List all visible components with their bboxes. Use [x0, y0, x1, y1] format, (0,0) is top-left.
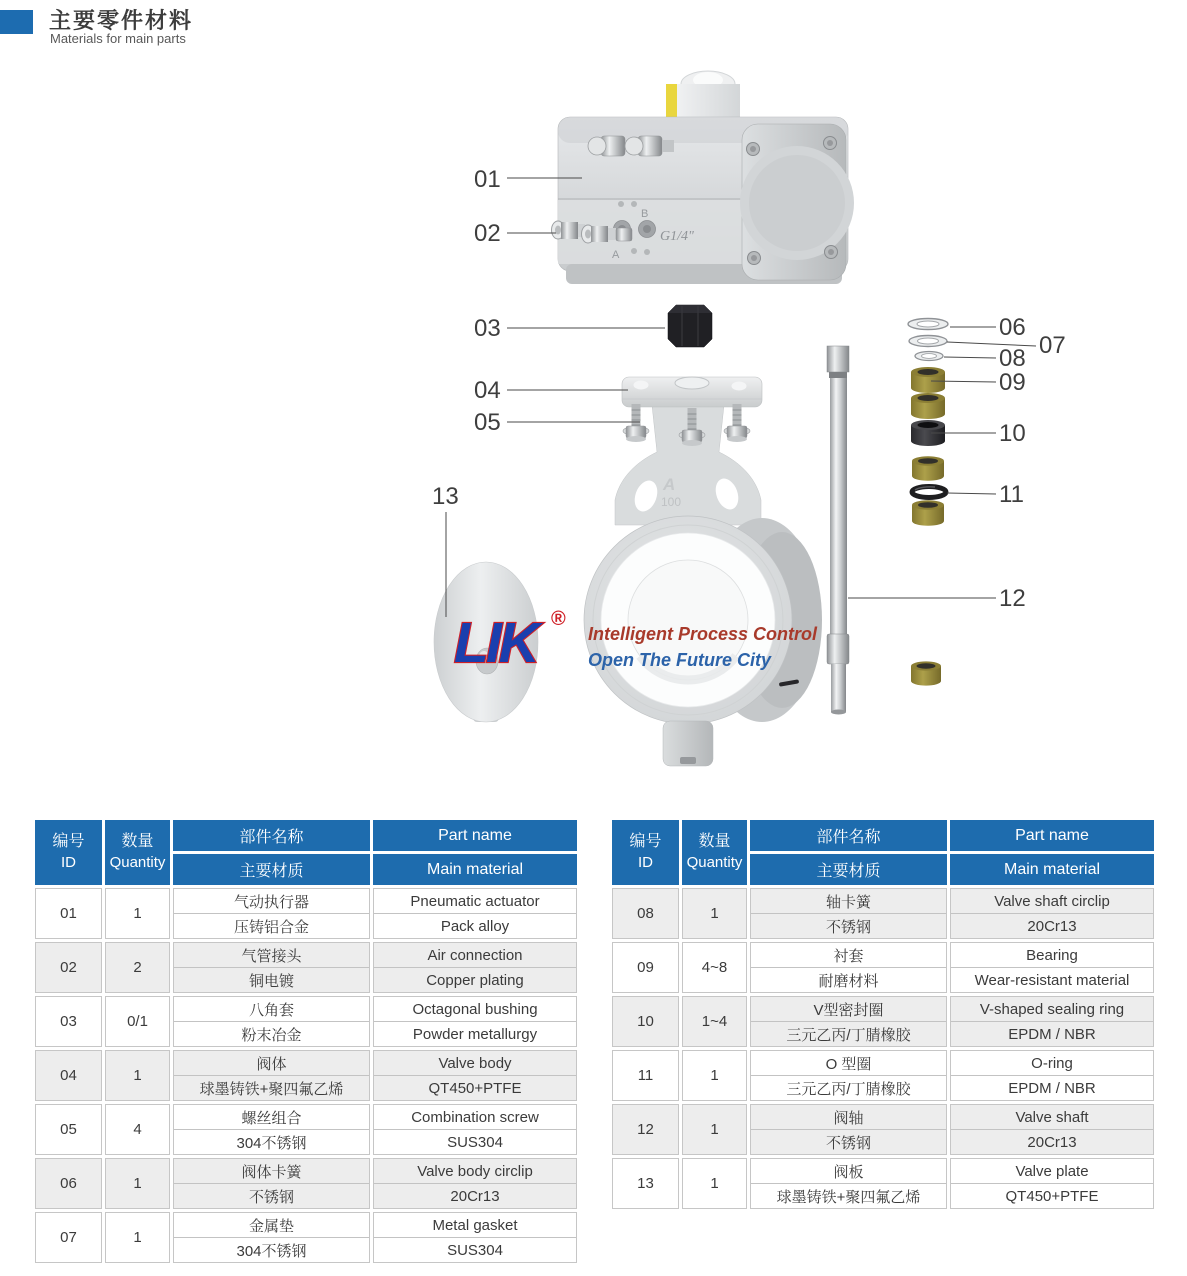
- part-name-en: Metal gasket: [374, 1213, 576, 1238]
- exploded-diagram: [410, 55, 1100, 795]
- part-name-en: Valve body circlip: [374, 1159, 576, 1184]
- top-fittings: [588, 136, 674, 156]
- table-row: [612, 1050, 1154, 1101]
- callout-05: 05: [474, 409, 501, 436]
- part-quantity: 4: [105, 1104, 170, 1155]
- accent-square: [0, 10, 33, 34]
- part-name-en: Pneumatic actuator: [374, 889, 576, 914]
- part-name-cn: 阀体: [174, 1051, 369, 1076]
- part-material-en: EPDM / NBR: [1008, 1079, 1096, 1097]
- bearing-bushing: [911, 393, 945, 419]
- part-quantity: 1: [105, 1212, 170, 1263]
- part-name-en: V-shaped sealing ring: [951, 997, 1153, 1022]
- table-row: [35, 1212, 577, 1263]
- part-quantity: 1: [682, 1158, 747, 1209]
- part-name-en: Valve body: [374, 1051, 576, 1076]
- part-id: 04: [35, 1050, 102, 1101]
- valve-shaft: [827, 346, 849, 715]
- header-quantity: 数量 Quantity: [682, 820, 747, 885]
- part-name-cn-cell: [173, 1158, 370, 1209]
- logo-wordmark: LIK: [454, 611, 537, 675]
- table-body-left: [35, 888, 577, 1263]
- part-material-cn: 不锈钢: [825, 1134, 871, 1152]
- part-name-cn-cell: [173, 996, 370, 1047]
- part-material-cn: 304不锈钢: [236, 1242, 307, 1260]
- part-material-en: SUS304: [447, 1241, 503, 1259]
- part-id: 10: [612, 996, 679, 1047]
- table-row: [612, 996, 1154, 1047]
- part-name-en-cell: [950, 1104, 1154, 1155]
- part-material-en: 20Cr13: [450, 1187, 500, 1205]
- part-material-cn: 球墨铸铁+聚四氟乙烯: [199, 1080, 344, 1098]
- table-row: [612, 888, 1154, 939]
- part-quantity: 4~8: [682, 942, 747, 993]
- port-a-label: A: [612, 249, 620, 261]
- materials-table-right: [612, 820, 1154, 1209]
- part-material-en: Wear-resistant material: [974, 971, 1130, 989]
- part-name-cn: 金属垫: [174, 1213, 369, 1238]
- part-name-en-cell: [950, 996, 1154, 1047]
- part-material-cn: 三元乙丙/丁腈橡胶: [786, 1026, 911, 1044]
- part-quantity: 1~4: [682, 996, 747, 1047]
- part-name-cn-cell: [173, 942, 370, 993]
- part-name-en-cell: [950, 888, 1154, 939]
- registered-mark: ®: [551, 608, 566, 630]
- part-id: 12: [612, 1104, 679, 1155]
- cast-logo-glyph: A: [663, 475, 676, 494]
- position-indicator-stripe: [666, 84, 677, 122]
- part-id: 11: [612, 1050, 679, 1101]
- part-name-en-cell: [373, 888, 577, 939]
- bearing-bushing: [912, 500, 944, 526]
- part-id: 05: [35, 1104, 102, 1155]
- header-part-name-cn: 部件名称 主要材质: [173, 820, 370, 885]
- header-part-name-cn: 部件名称 主要材质: [750, 820, 947, 885]
- table-row: [612, 942, 1154, 993]
- part-id: 13: [612, 1158, 679, 1209]
- part-name-cn-cell: [750, 942, 947, 993]
- callout-11: 11: [999, 481, 1024, 508]
- part-name-cn-cell: [750, 1158, 947, 1209]
- header-id: 编号 ID: [35, 820, 102, 885]
- part-quantity: 1: [105, 888, 170, 939]
- page-title: 主要零件材料: [49, 8, 194, 33]
- part-name-en-cell: [373, 1212, 577, 1263]
- table-row: [35, 1050, 577, 1101]
- table-header: [35, 820, 577, 885]
- callout-08: 08: [999, 345, 1026, 372]
- part-name-en: Bearing: [951, 943, 1153, 968]
- part-material-en: 20Cr13: [1027, 1133, 1077, 1151]
- part-quantity: 1: [105, 1158, 170, 1209]
- table-header: [612, 820, 1154, 885]
- part-id: 01: [35, 888, 102, 939]
- callout-06: 06: [999, 314, 1026, 341]
- part-name-cn: 阀板: [751, 1159, 946, 1184]
- part-name-en: Valve shaft: [951, 1105, 1153, 1130]
- table-row: [35, 942, 577, 993]
- bearing-bushing: [912, 456, 944, 481]
- part-name-cn-cell: [173, 1212, 370, 1263]
- part-name-en: Valve plate: [951, 1159, 1153, 1184]
- part-name-en-cell: [373, 996, 577, 1047]
- part-quantity: 1: [682, 1050, 747, 1101]
- part-material-cn: 铜电镀: [248, 972, 294, 990]
- header-id: 编号 ID: [612, 820, 679, 885]
- callout-04: 04: [474, 377, 501, 404]
- cast-size-label: 100: [661, 495, 682, 509]
- part-material-cn: 球墨铸铁+聚四氟乙烯: [776, 1188, 921, 1206]
- circlip-06: [908, 319, 948, 330]
- part-material-cn: 三元乙丙/丁腈橡胶: [786, 1080, 911, 1098]
- pneumatic-actuator: [552, 71, 855, 284]
- callout-09: 09: [999, 369, 1026, 396]
- materials-table-left: [35, 820, 577, 1263]
- table-row: [35, 1104, 577, 1155]
- o-ring: [912, 487, 946, 498]
- part-material-en: QT450+PTFE: [428, 1079, 522, 1097]
- part-name-cn: 阀体卡簧: [174, 1159, 369, 1184]
- part-name-cn-cell: [173, 1104, 370, 1155]
- part-name-cn-cell: [173, 888, 370, 939]
- table-row: [35, 1158, 577, 1209]
- valve-body: [584, 377, 822, 766]
- callout-02: 02: [474, 220, 501, 247]
- part-material-cn: 不锈钢: [248, 1188, 294, 1206]
- part-material-cn: 不锈钢: [825, 918, 871, 936]
- part-id: 08: [612, 888, 679, 939]
- part-id: 07: [35, 1212, 102, 1263]
- part-name-en: Valve shaft circlip: [951, 889, 1153, 914]
- part-name-en-cell: [950, 1158, 1154, 1209]
- port-b-label: B: [641, 208, 649, 220]
- part-name-cn: 轴卡簧: [751, 889, 946, 914]
- part-id: 09: [612, 942, 679, 993]
- part-material-en: Pack alloy: [440, 917, 510, 935]
- part-name-cn-cell: [750, 1050, 947, 1101]
- part-material-cn: 压铸铝合金: [233, 918, 309, 936]
- part-material-en: SUS304: [447, 1133, 503, 1151]
- part-name-en: Combination screw: [374, 1105, 576, 1130]
- part-quantity: 1: [105, 1050, 170, 1101]
- part-id: 06: [35, 1158, 102, 1209]
- callout-07: 07: [1039, 332, 1066, 359]
- circlip-08: [915, 352, 943, 361]
- part-name-en-cell: [950, 942, 1154, 993]
- part-id: 03: [35, 996, 102, 1047]
- header-quantity: 数量 Quantity: [105, 820, 170, 885]
- table-row: [35, 996, 577, 1047]
- logo-slogan-2: Open The Future City: [588, 650, 772, 670]
- part-name-en-cell: [373, 1158, 577, 1209]
- part-name-en-cell: [950, 1050, 1154, 1101]
- callout-12: 12: [999, 585, 1026, 612]
- part-quantity: 1: [682, 1104, 747, 1155]
- bearing-bushing: [911, 367, 945, 393]
- part-name-cn: 衬套: [751, 943, 946, 968]
- header-part-name-en: Part name Main material: [950, 820, 1154, 885]
- logo-slogan-1: Intelligent Process Control: [588, 624, 818, 644]
- circlip-07: [909, 336, 947, 347]
- part-name-cn: 气管接头: [174, 943, 369, 968]
- part-quantity: 0/1: [105, 996, 170, 1047]
- part-quantity: 1: [682, 888, 747, 939]
- octagonal-bushing: [668, 305, 712, 347]
- part-material-cn: 耐磨材料: [818, 972, 879, 990]
- part-material-en: Copper plating: [426, 971, 524, 989]
- thread-size-label: G1/4": [660, 229, 694, 244]
- part-name-cn-cell: [173, 1050, 370, 1101]
- callout-03: 03: [474, 315, 501, 342]
- table-body-right: [612, 888, 1154, 1209]
- part-name-cn-cell: [750, 888, 947, 939]
- header-part-name-en: Part name Main material: [373, 820, 577, 885]
- part-material-en: 20Cr13: [1027, 917, 1077, 935]
- part-material-en: EPDM / NBR: [1008, 1025, 1096, 1043]
- table-row: [612, 1104, 1154, 1155]
- callout-10: 10: [999, 420, 1026, 447]
- part-id: 02: [35, 942, 102, 993]
- callout-13: 13: [432, 483, 459, 510]
- part-name-en: O-ring: [951, 1051, 1153, 1076]
- callout-01: 01: [474, 166, 501, 193]
- part-material-cn: 粉末冶金: [241, 1026, 302, 1044]
- part-name-en-cell: [373, 942, 577, 993]
- part-name-cn-cell: [750, 996, 947, 1047]
- part-name-en-cell: [373, 1104, 577, 1155]
- part-name-en: Octagonal bushing: [374, 997, 576, 1022]
- part-name-cn: O 型圈: [751, 1051, 946, 1076]
- part-name-cn: 气动执行器: [174, 889, 369, 914]
- part-name-cn: 八角套: [174, 997, 369, 1022]
- part-name-en-cell: [373, 1050, 577, 1101]
- table-row: [35, 888, 577, 939]
- part-material-en: QT450+PTFE: [1005, 1187, 1099, 1205]
- part-material-en: Powder metallurgy: [412, 1025, 538, 1043]
- table-row: [612, 1158, 1154, 1209]
- page-subtitle: Materials for main parts: [50, 31, 186, 46]
- part-name-cn-cell: [750, 1104, 947, 1155]
- part-name-cn: 阀轴: [751, 1105, 946, 1130]
- part-material-cn: 304不锈钢: [236, 1134, 307, 1152]
- part-quantity: 2: [105, 942, 170, 993]
- part-name-cn: 螺丝组合: [174, 1105, 369, 1130]
- bearing-bushing: [911, 661, 941, 685]
- part-name-cn: V型密封圈: [751, 997, 946, 1022]
- part-name-en: Air connection: [374, 943, 576, 968]
